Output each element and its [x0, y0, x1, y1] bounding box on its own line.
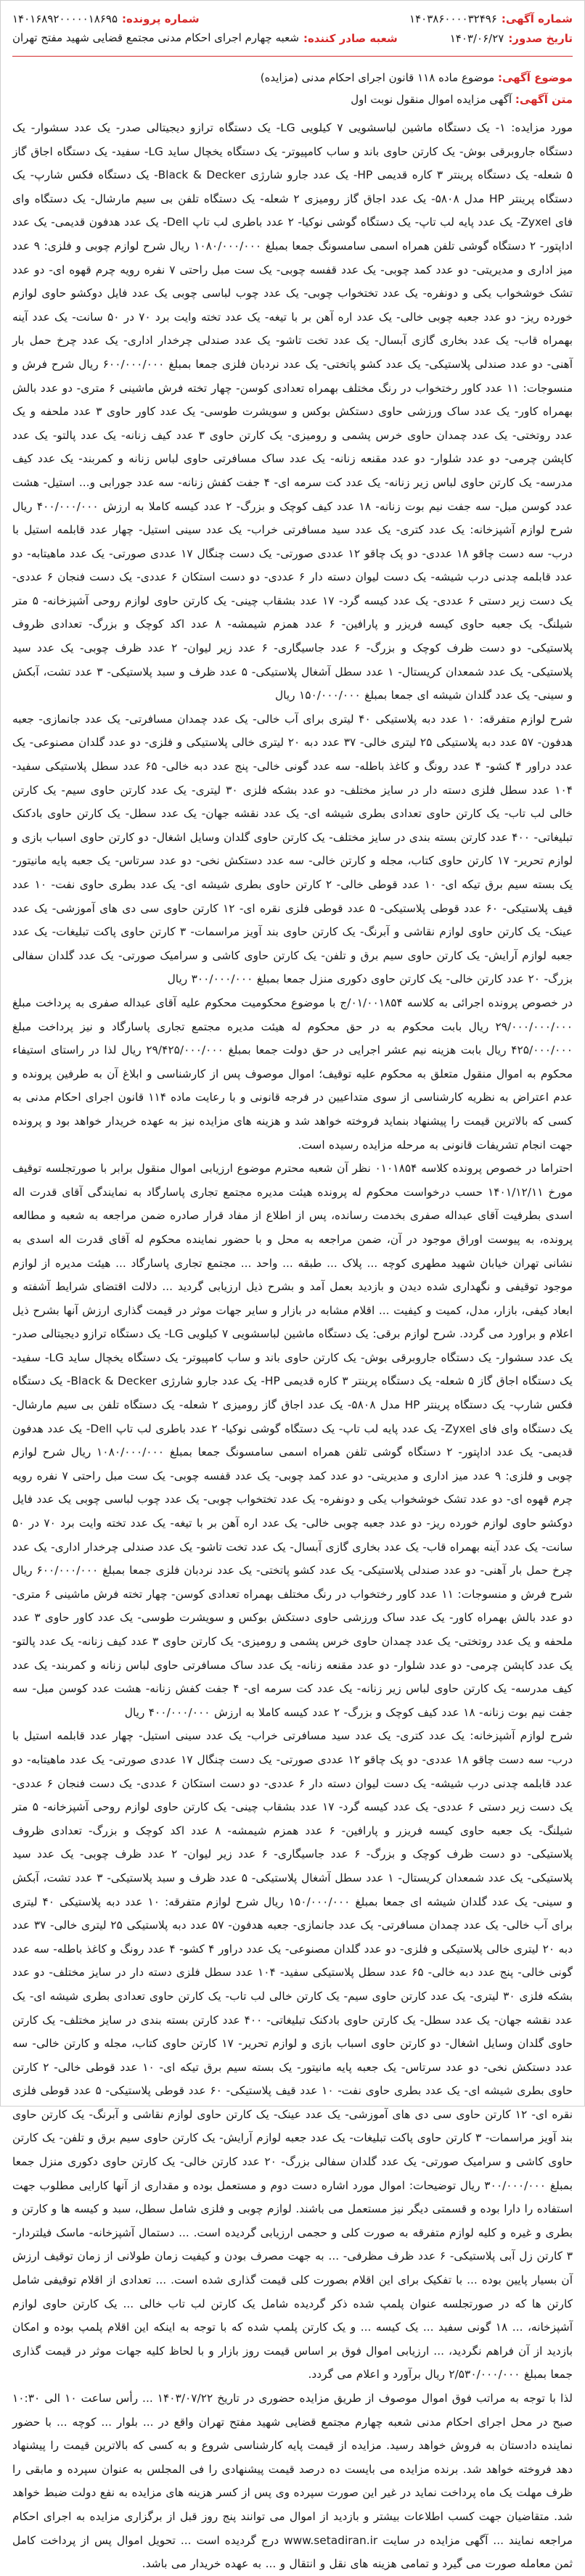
text-heading-row — [12, 89, 573, 110]
subject-label: موضوع آگهی: — [497, 71, 573, 84]
paragraph-case: در خصوص پرونده اجرائی به کلاسه ۰۱/۰۰۱۸۵۴/ج با موضوع محکومیت محکوم علیه آقای عبداله صفری به پرداخت مبلغ ۲۹/۰۰۰/۰۰۰/۰۰۰ ریال بابت محکوم به در حق محکوم له هیئت مدیره مجتمع تجاری پاسارگاد و نیز پرداخت مبلغ ۴۲۵/۰۰۰/۰۰۰ ریال بابت هزینه نیم عشر اجرایی در حق دولت جمعا بمبلغ ۲۹/۴۲۵/۰۰۰/۰۰۰ ریال لذا در راستای استیفاء محکوم به اموال منقول متعلق به محکوم علیه توقیف؛ اموال موصوف پس از کارشناسی و ابلاغ آن به طرفین پرونده و عدم اعتراض به نظریه کارشناسی از سوی متداعیین در فرجه قانونی و با رعایت ماده ۱۱۴ قانون اجرای احکام مدنی به کسی که بالاترین قیمت را پیشنهاد بنماید فروخته خواهد شد و هزینه های مزایده نیز به عهده خریدار خواهد بود و پرونده جهت انجام تشریفات قانونی به مرحله مزایده رسیده است. — [12, 996, 573, 1152]
subject-value: موضوع ماده ۱۱۸ قانون اجرای احکام مدنی (مزایده) — [260, 71, 495, 84]
paragraph-expert-report: احتراما در خصوص پرونده کلاسه ۰۱۰۱۸۵۴ نظر آن شعبه محترم موضوع ارزیابی اموال منقول برابر با صورتجلسه توقیف مورخ ۱۴۰۱/۱۲/۱۱ حسب درخواست محکوم له پرونده هیئت مدیره مجتمع تجاری پاسارگاد به نمایندگی آقای قدرت اله اسدی بطرفیت آقای عبداله صفری بخدمت رسانده، پس از اطلاع از مفاد قرار صادره ضمن مراجعه به شعبه و مطالعه پرونده، به پیوست اوراق موجود در آن، ضمن مراجعه به محل و با حضور نماینده محکوم له آقای قدرت اله اسدی به نشانی تهران خیابان شهید مطهری کوچه ... پلاک ... طبقه ... واحد ... مجتمع تجاری پاسارگاد ... هیئت مدیره از لوازم موجود توقیفی و نگهداری شده دیدن و بازدید بعمل آمد و بشرح ذیل ارزیابی گردید ... دلالت اقتضای شرایط آشفته و ابعاد کیفی، بازار، مدل، کمیت و کیفیت ... اقلام مشابه در بازار و سایر جهات موثر در قیمت گذاری ارزش آنها بشرح ذیل اعلام و براورد می گردد. شرح لوازم برقی: یک دستگاه ماشین لباسشویی ۷ کیلویی LG- یک دستگاه ترازو دیجیتالی صدر- یک عدد سشوار- یک دستگاه جاروبرقی بوش- یک کارتن حاوی باند و ساب کامپیوتر- یک دستگاه یخچال ساید LG- سفید- یک دستگاه اجاق گاز ۵ شعله- یک دستگاه پرینتر ۳ کاره قدیمی HP- یک عدد جارو شارژی Black & Decker- یک دستگاه فکس شارپ- یک دستگاه پرینتر HP مدل ۵۸۰۸- یک عدد اجاق گاز رومیزی ۲ شعله- یک دستگاه تلفن بی سیم مارشال- یک دستگاه وای فای Zyxel- یک عدد پایه لب تاپ- یک دستگاه گوشی نوکیا- ۲ عدد باطری لب تاپ Dell- یک عدد هدفون قدیمی- یک عدد اداپتور- ۲ دستگاه گوشی تلفن همراه اسمی سامسونگ جمعا بمبلغ ۱۰۸۰/۰۰۰/۰۰۰ ریال شرح لوازم چوبی و فلزی: ۹ عدد میز اداری و مدیریتی- دو عدد کمد چوبی- یک عدد قفسه چوبی- یک ست مبل راحتی ۷ نفره رویه چرم قهوه ای- دو عدد تشک خوشخواب یکی و دونفره- یک عدد تختخواب چوبی- یک عدد چوب لباسی چوبی یک عدد فایل دوکشو حاوی لوازم خورده ریز- دو عدد جعبه چوبی خالی- یک عدد اره آهن بر با تیغه- یک عدد تخته وایت برد ۷۰ در ۵۰ سانت- یک عدد آینه بهمراه قاب- یک عدد بخاری گازی آبسال- یک عدد تخت تاشو- یک عدد صندلی چرخدار اداری- یک عدد چرخ حمل بار آهنی- دو عدد صندلی پلاستیکی- یک عدد کشو پاتختی- یک عدد نردبان فلزی جمعا بمبلغ ۶۰۰/۰۰۰/۰۰۰ ریال شرح فرش و منسوجات: ۱۱ عدد کاور رختخواب در رنگ مختلف بهمراه تعدادی کوسن- چهار تخته فرش ماشینی ۶ متری- دو عدد بالش بهمراه کاور- یک عدد ساک ورزشی حاوی دستکش بوکس و سویشرت طوسی- یک عدد کاور حاوی ۳ عدد ملحفه و یک عدد روتختی- یک عدد چمدان حاوی خرس پشمی و رومیزی- یک کارتن حاوی ۳ عدد کیف زنانه- یک عدد پالتو- یک عدد کاپشن چرمی- دو عدد شلوار- دو عدد مقنعه زنانه- یک عدد ساک مسافرتی حاوی لباس زنانه و کمربند- یک عدد کیف مدرسه- یک کارتن حاوی لباس زیر زنانه- یک عدد کت سرمه ای- ۴ جفت کفش زنانه- هشت عدد کوسن مبل- سه جفت نیم بوت زنانه- ۱۸ عدد کیف کوچک و بزرگ- ۲ عدد کیسه کاملا به ارزش ۴۰۰/۰۰۰/۰۰۰ ریال — [12, 1162, 573, 1719]
ad-number-value: ۱۴۰۳۸۶۰۰۰۰۳۲۴۹۶ — [409, 12, 497, 25]
paragraph-items-1: مورد مزایده: ۱- یک دستگاه ماشین لباسشویی ۷ کیلویی LG- یک دستگاه ترازو دیجیتالی صدر- یک عدد سشوار- یک دستگاه جاروبرقی بوش- یک کارتن حاوی باند و ساب کامپیوتر- یک دستگاه یخچال ساید LG- سفید- یک دستگاه اجاق گاز ۵ شعله- یک دستگاه پرینتر ۳ کاره قدیمی HP- یک عدد جارو شارژی Black & Decker- یک دستگاه فکس شارپ- یک دستگاه پرینتر HP مدل ۵۸۰۸- یک عدد اجاق گاز رومیزی ۲ شعله- یک دستگاه تلفن بی سیم مارشال- یک دستگاه وای فای Zyxel- یک عدد پایه لب تاپ- یک دستگاه گوشی نوکیا- ۲ عدد باطری لب تاپ Dell- یک عدد هدفون قدیمی- یک عدد اداپتور- ۲ دستگاه گوشی تلفن همراه اسمی سامسونگ جمعا بمبلغ ۱۰۸۰/۰۰۰/۰۰۰ ریال شرح لوازم چوبی و فلزی: ۹ عدد میز اداری و مدیریتی- دو عدد کمد چوبی- یک عدد قفسه چوبی- یک ست مبل راحتی ۷ نفره رویه چرم قهوه ای- دو عدد تشک خوشخواب یکی و دونفره- یک عدد تختخواب چوبی- یک عدد چوب لباسی چوبی یک عدد فایل دوکشو حاوی لوازم خورده ریز- دو عدد جعبه چوبی خالی- یک عدد اره آهن بر با تیغه- یک عدد تخته وایت برد ۷۰ در ۵۰ سانت- یک عدد آینه بهمراه قاب- یک عدد بخاری گازی آبسال- یک عدد تخت تاشو- یک عدد صندلی چرخدار اداری- یک عدد چرخ حمل بار آهنی- دو عدد صندلی پلاستیکی- یک عدد کشو پاتختی- یک عدد نردبان فلزی جمعا بمبلغ ۶۰۰/۰۰۰/۰۰۰ ریال شرح فرش و منسوجات: ۱۱ عدد کاور رختخواب در رنگ مختلف بهمراه تعدادی کوسن- چهار تخته فرش ماشینی ۶ متری- دو عدد بالش بهمراه کاور- یک عدد ساک ورزشی حاوی دستکش بوکس و سویشرت طوسی- یک عدد کاور حاوی ۳ عدد ملحفه و یک عدد روتختی- یک عدد چمدان حاوی خرس پشمی و رومیزی- یک کارتن حاوی ۳ عدد کیف زنانه- یک عدد پالتو- یک عدد کاپشن چرمی- دو عدد شلوار- دو عدد مقنعه زنانه- یک عدد ساک مسافرتی حاوی لباس زنانه و کمربند- یک عدد کیف مدرسه- یک کارتن حاوی لباس زیر زنانه- یک عدد کت سرمه ای- ۴ جفت کفش زنانه- سه عدد جورابی و... استیل- هشت عدد کوسن مبل- سه جفت نیم بوت زنانه- ۱۸ عدد کیف کوچک و بزرگ- ۲ عدد کیسه کاملا به ارزش ۴۰۰/۰۰۰/۰۰۰ ریال شرح لوازم آشپزخانه: یک عدد کتری- یک عدد سید مسافرتی خراب- یک عدد سینی استیل- چهار عدد قابلمه استیل با درب- سه دست چاقو ۱۸ عددی- دو پک چاقو ۱۲ عددی صورتی- یک دست چنگال ۱۷ عددی صورتی- یک عدد ماهیتابه- دو عدد قابلمه چدنی درب شیشه- یک دست لیوان دسته دار ۶ عددی- دو دست استکان ۶ عددی- یک دست فنجان ۶ عددی- یک دست زیر دستی ۶ عددی- یک عدد کیسه گرد- ۱۷ عدد بشقاب چینی- یک کارتن حاوی لوازم روحی آشپزخانه- ۵ متر شیلنگ- یک جعبه حاوی کیسه فریزر و پارافین- ۶ عدد همزم شیمشه- ۸ عدد اکد کوچک و بزرگ- تعدادی ظروف پلاستیکی- دو دست ظرف کوچک و بزرگ- ۶ عدد جاسیگاری- ۶ عدد زیر لیوان- ۲ عدد ظرف چوبی- یک عدد سید پلاستیکی- یک عدد شمعدان کریستال- ۱ عدد سطل آشغال پلاستیکی- ۵ عدد ظرف و سبد پلاستیکی- ۳ عدد تشت، آبکش و سینی- یک عدد گلدان شیشه ای جمعا بمبلغ ۱۵۰/۰۰۰/۰۰۰ ریال — [12, 121, 573, 702]
text-heading-value: آگهی مزایده اموال منقول نوبت اول — [351, 93, 512, 106]
case-number-value: ۱۴۰۱۶۸۹۲۰۰۰۰۰۱۸۶۹۵ — [12, 12, 118, 25]
case-number-label: شماره پرونده: — [122, 12, 200, 25]
issue-date-label: تاریخ صدور: — [508, 32, 573, 45]
header-row-bottom — [12, 29, 573, 49]
issue-date-value: ۱۴۰۳/۰۶/۲۷ — [449, 32, 504, 45]
notice-body — [12, 116, 573, 2576]
header-row-top — [12, 9, 573, 29]
issue-date — [450, 29, 573, 49]
paragraph-expert-report-cont: شرح لوازم آشپزخانه: یک عدد کتری- یک عدد سید مسافرتی خراب- یک عدد سینی استیل- چهار عدد قابلمه استیل با درب- سه دست چاقو ۱۸ عددی- دو پک چاقو ۱۲ عددی صورتی- یک دست چنگال ۱۷ عددی صورتی- یک عدد ماهیتابه- دو عدد قابلمه چدنی درب شیشه- یک دست لیوان دسته دار ۶ عددی- دو دست استکان ۶ عددی- یک دست فنجان ۶ عددی- یک دست زیر دستی ۶ عددی- یک عدد کیسه گرد- ۱۷ عدد بشقاب چینی- یک کارتن حاوی لوازم روحی آشپزخانه- ۵ متر شیلنگ- یک جعبه حاوی کیسه فریزر و پارافین- ۶ عدد همزم شیمشه- ۸ عدد اکد کوچک و بزرگ- تعدادی ظروف پلاستیکی- دو دست ظرف کوچک و بزرگ- ۶ عدد جاسیگاری- ۶ عدد زیر لیوان- ۲ عدد ظرف چوبی- یک عدد سید پلاستیکی- یک عدد شمعدان کریستال- ۱ عدد سطل آشغال پلاستیکی- ۵ عدد ظرف و سبد پلاستیکی- ۳ عدد تشت، آبکش و سینی- یک عدد گلدان شیشه ای جمعا بمبلغ ۱۵۰/۰۰۰/۰۰۰ ریال شرح لوازم متفرقه: ۱۰ عدد دبه پلاستیکی ۴۰ لیتری برای آب خالی- یک عدد چمدان مسافرتی- یک عدد جانمازی- جعبه هدفون- ۵۷ عدد دبه پلاستیکی ۲۵ لیتری خالی- ۳۷ عدد دبه ۲۰ لیتری خالی پلاستیکی و فلزی- دو عدد گلدان مصنوعی- یک عدد دراور ۴ کشو- ۴ عدد رونگ و کاغذ باطله- سه عدد گونی خالی- پنج عدد دبه خالی- ۶۵ عدد سطل پلاستیکی سفید- ۱۰۴ عدد سطل فلزی دسته دار در سایز مختلف- دو عدد بشکه فلزی ۳۰ لیتری- یک عدد کارتن حاوی سیم- یک کارتن خالی لب تاب- یک کارتن حاوی تعدادی بطری شیشه ای- یک عدد نقشه جهان- یک عدد سطل- یک کارتن حاوی بادکنک تبلیغاتی- ۴۰۰ عدد کارتن بسته بندی در سایز مختلف- یک کارتن حاوی گلدان وسایل اشغال- دو کارتن حاوی اسباب بازی و لوازم تحریر- ۱۷ کارتن حاوی کتاب، مجله و کارتن خالی- سه عدد دستکش نخی- دو عدد سرتاس- یک جعبه پایه مانیتور- یک بسته سیم برق تیکه ای- ۱۰ عدد قوطی خالی- ۲ کارتن حاوی بطری شیشه ای- یک عدد بطری حاوی نفت- ۱۰ عدد قیف پلاستیکی- ۶۰ عدد قوطی پلاستیکی- ۵ عدد قوطی فلزی نقره ای- ۱۲ کارتن حاوی سی دی های آموزشی- یک عدد عینک- یک کارتن حاوی لوازم نقاشی و آبرنگ- یک کارتن حاوی بند آویز مراسمات- ۳ کارتن حاوی پاکت تبلیغات- یک عدد جعبه لوازم آرایش- یک کارتن حاوی سیم برق و تلفن- یک کارتن حاوی کاشی و سرامیک صورتی- یک عدد گلدان سفالی بزرگ- ۲۰ عدد کارتن خالی- یک کارتن حاوی دکوری منزل جمعا بمبلغ ۳۰۰/۰۰۰/۰۰۰ ریال توضیحات: اموال مورد اشاره دست دوم و مستعمل بوده و مقداری از آنها کارایی مطلوب جهت استفاده را دارا بوده و قسمتی دیگر نیز مستعمل می باشند. لوازم چوبی و فلزی شامل سطل، سبد و کیسه ها و کارتن و بطری و غیره و کلیه لوازم متفرقه به صورت کلی و حجمی ارزیابی گردیده است. ... دستمال آشپزخانه- ماسک فیلتردار- ۳ کارتن زل آبی پلاستیکی- ۶ عدد ظرف مظرفی- ... به جهت مصرف بودن و کیفیت زمان طولانی از زمان توقیف ارزش آن بسیار پایین بوده ... با تفکیک برای این اقلام بصورت کلی قیمت گذاری شده است. ... تعدادی از اقلام توقیفی شامل کارتن ها که در صورتجلسه عنوان پلمپ شده ذکر گردیده شامل یک کارتن لب تاب خالی ... یک کارتن حاوی لوازم آشپزخانه، ... ۱۸ گونی سفید ... یک کیسه ... و یک کارتن پلمپ شده که با توجه به اینکه این اقلام پلمپ بوده و امکان بازدید از آن فراهم نگردید، ... ارزیابی اموال فوق بر اساس قیمت روز بازار و با لحاظ کلیه جهات موثر در قیمت گذاری جمعا بمبلغ ۲/۵۳۰/۰۰۰/۰۰۰ ریال برآورد و اعلام می گردد. — [12, 1729, 573, 2382]
subject-row — [12, 67, 573, 89]
ad-number-label: شماره آگهی: — [501, 12, 573, 25]
paragraph-items-2: شرح لوازم متفرقه: ۱۰ عدد دبه پلاستیکی ۴۰ لیتری برای آب خالی- یک عدد چمدان مسافرتی- یک عدد جانمازی- جعبه هدفون- ۵۷ عدد دبه پلاستیکی ۲۵ لیتری خالی- ۳۷ عدد دبه ۲۰ لیتری خالی پلاستیکی و فلزی- دو عدد گلدان مصنوعی- یک عدد دراور ۴ کشو- ۴ عدد رونگ و کاغذ باطله- سه عدد گونی خالی- پنج عدد دبه خالی- ۶۵ عدد سطل پلاستیکی سفید- ۱۰۴ عدد سطل فلزی دسته دار در سایز مختلف- دو عدد بشکه فلزی ۳۰ لیتری- یک عدد کارتن حاوی سیم- یک کارتن خالی لب تاب- یک کارتن حاوی تعدادی بطری شیشه ای- یک عدد نقشه جهان- یک عدد سطل- یک کارتن حاوی بادکنک تبلیغاتی- ۴۰۰ عدد کارتن بسته بندی در سایز مختلف- یک کارتن حاوی گلدان وسایل اشغال- دو کارتن حاوی اسباب بازی و لوازم تحریر- ۱۷ کارتن حاوی کتاب، مجله و کارتن خالی- سه عدد دستکش نخی- دو عدد سرتاس- یک جعبه پایه مانیتور- یک بسته سیم برق تیکه ای- ۱۰ عدد قوطی خالی- ۲ کارتن حاوی بطری شیشه ای- یک عدد بطری حاوی نفت- ۱۰ عدد قیف پلاستیکی- ۶۰ عدد قوطی پلاستیکی- ۵ عدد قوطی فلزی نقره ای- ۱۲ کارتن حاوی سی دی های آموزشی- یک عدد عینک- یک کارتن حاوی لوازم نقاشی و آبرنگ- یک کارتن حاوی بند آویز مراسمات- ۳ کارتن حاوی پاکت تبلیغات- یک عدد جعبه لوازم آرایش- یک کارتن حاوی سیم برق و تلفن- یک کارتن حاوی کاشی و سرامیک صورتی- یک عدد گلدان سفالی بزرگ- ۲۰ عدد کارتن خالی- یک کارتن حاوی دکوری منزل جمعا بمبلغ ۳۰۰/۰۰۰/۰۰۰ ریال — [12, 712, 573, 986]
ad-number — [409, 9, 573, 29]
issuer — [12, 29, 398, 49]
paragraph-auction-terms: لذا با توجه به مراتب فوق اموال موصوف از طریق مزایده حضوری در تاریخ ۱۴۰۳/۰۷/۲۲ ... رأس ساعت ۱۰ الی ۱۰:۳۰ صبح در محل اجرای احکام مدنی شعبه چهارم مجتمع قضایی شهید مفتح تهران واقع در ... بلوار ... کوچه ... با حضور نماینده دادستان به فروش خواهد رسید. مزایده از قیمت پایه کارشناسی شروع و به کسی که بالاترین قیمت را پیشنهاد دهد فروخته خواهد شد. برنده مزایده می بایست ده درصد قیمت پیشنهادی را فی المجلس به عنوان سپرده و مابقی را ظرف مهلت یک ماه پرداخت نماید در غیر این صورت سپرده وی پس از کسر هزینه های مزایده به نفع دولت ضبط خواهد شد. متقاضیان جهت کسب اطلاعات بیشتر و بازدید از اموال می توانند پنج روز قبل از برگزاری مزایده به اجرای احکام مراجعه نمایند ... آگهی مزایده در سایت www.setadiran.ir درج گردیده است ... تحویل اموال پس از پرداخت کامل ثمن معامله صورت می گیرد و تمامی هزینه های نقل و انتقال و ... به عهده خریدار می باشد. — [12, 2392, 573, 2571]
header-divider — [12, 56, 573, 57]
issuer-label: شعبه صادر کننده: — [303, 32, 398, 45]
text-heading-label: متن آگهی: — [515, 93, 573, 106]
issuer-value: شعبه چهارم اجرای احکام مدنی مجتمع قضایی شهید مفتح تهران — [12, 31, 299, 44]
case-number — [12, 9, 200, 29]
